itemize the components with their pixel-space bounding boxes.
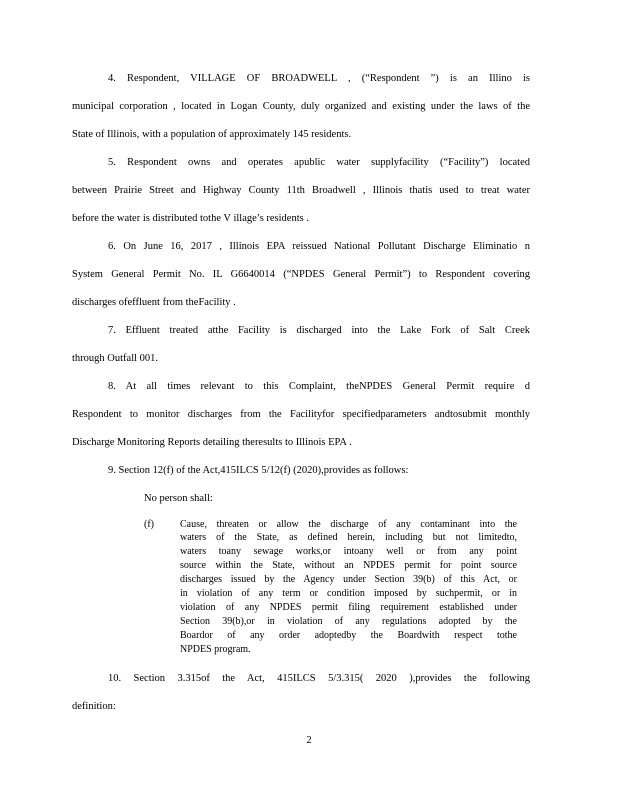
quote-line-3: waters toany sewage works,or intoany well or from any point	[180, 546, 517, 557]
paragraph-10-line-1: 10. Section 3.315of the Act, 415ILCS 5/3.315( 2020 ),provides the following	[108, 673, 530, 684]
quote-line-8: Section 39(b),or in violation of any regulations adopted by the	[180, 616, 517, 627]
quote-line-10: NPDES program.	[180, 644, 251, 655]
paragraph-4-line-3: State of Illinois, with a population of approximately 145 residents.	[72, 129, 352, 140]
paragraph-8-line-1: 8. At all times relevant to this Complaint, theNPDES General Permit require d	[108, 381, 530, 392]
paragraph-7-line-1: 7. Effluent treated atthe Facility is discharged into the Lake Fork of Salt Creek	[108, 325, 530, 336]
quote-line-2: waters of the State, as defined herein, including but not limitedto,	[180, 532, 517, 543]
paragraph-5-line-2: between Prairie Street and Highway County 11th Broadwell , Illinois thatis used to treat water	[72, 185, 530, 196]
quote-item-label: (f)	[144, 519, 154, 530]
paragraph-10-line-2: definition:	[72, 701, 116, 712]
quote-line-4: source within the State, without an NPDES permit for point source	[180, 560, 517, 571]
quote-line-9: Boardor of any order adoptedby the Boardwith respect tothe	[180, 630, 517, 641]
paragraph-9-line-1: 9. Section 12(f) of the Act,415ILCS 5/12(f) (2020),provides as follows:	[108, 465, 409, 476]
paragraph-8-line-2: Respondent to monitor discharges from the Facilityfor specifiedparameters andtosubmit monthly	[72, 409, 530, 420]
paragraph-4-line-2: municipal corporation , located in Logan County, duly organized and existing under the laws of the	[72, 101, 530, 112]
paragraph-5-line-3: before the water is distributed tothe V illage’s residents .	[72, 213, 309, 224]
paragraph-6-line-3: discharges ofeffluent from theFacility .	[72, 297, 236, 308]
quote-line-6: in violation of any term or condition imposed by suchpermit, or in	[180, 588, 517, 599]
paragraph-6-line-2: System General Permit No. IL G6640014 (“NPDES General Permit”) to Respondent covering	[72, 269, 530, 280]
page-number: 2	[306, 735, 312, 746]
paragraph-5-line-1: 5. Respondent owns and operates apublic water supplyfacility (“Facility”) located	[108, 157, 530, 168]
quote-line-7: violation of any NPDES permit filing requirement established under	[180, 602, 517, 613]
paragraph-8-line-3: Discharge Monitoring Reports detailing theresults to Illinois EPA .	[72, 437, 352, 448]
paragraph-7-line-2: through Outfall 001.	[72, 353, 159, 364]
quote-line-5: discharges issued by the Agency under Section 39(b) of this Act, or	[180, 574, 517, 585]
paragraph-4-line-1: 4. Respondent, VILLAGE OF BROADWELL , (“Respondent ”) is an Illino is	[108, 73, 530, 84]
quote-line-1: Cause, threaten or allow the discharge of any contaminant into the	[180, 519, 517, 530]
paragraph-9-subheading: No person shall:	[144, 493, 213, 504]
paragraph-6-line-1: 6. On June 16, 2017 , Illinois EPA reissued National Pollutant Discharge Eliminatio n	[108, 241, 530, 252]
